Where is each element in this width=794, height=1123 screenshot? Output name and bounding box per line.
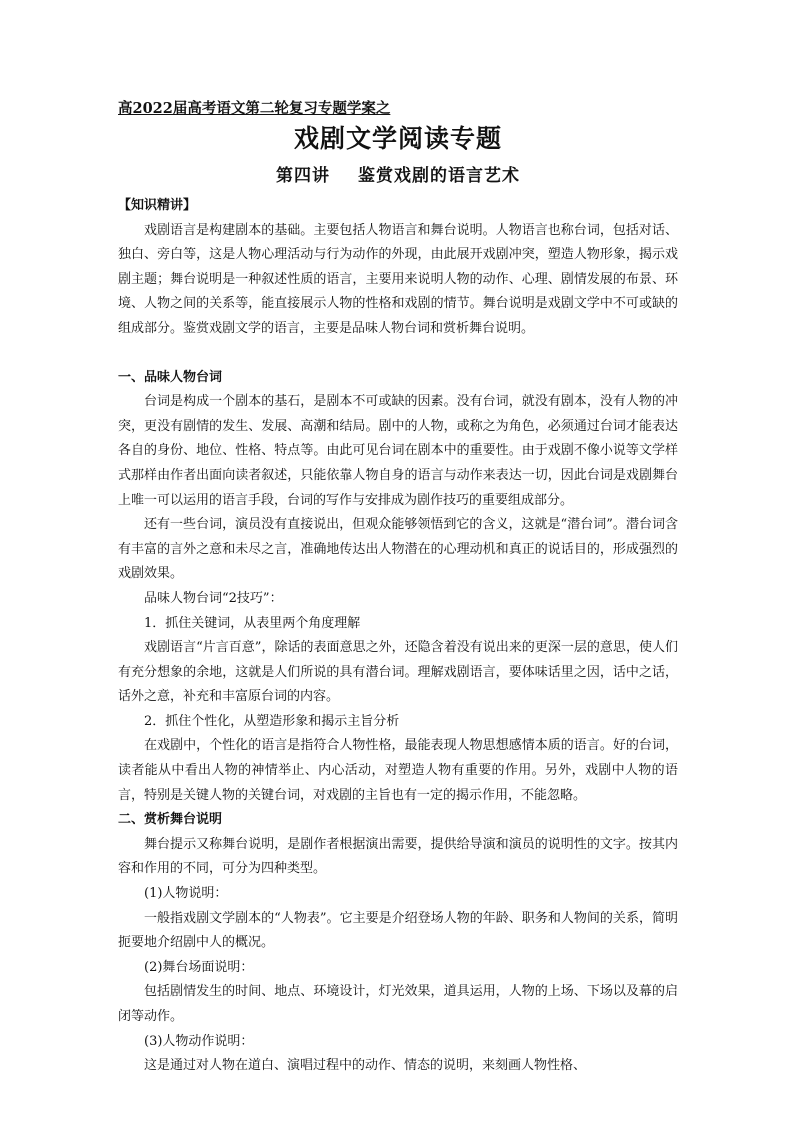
document-page bbox=[118, 98, 678, 1079]
type1-text: 一般指戏剧文学剧本的“人物表”。它主要是介绍登场人物的年龄、职务和人物间的关系，简明扼要地介绍剧中人的概况。 bbox=[118, 910, 678, 951]
section2-heading: 二、赏析舞台说明 bbox=[118, 812, 223, 828]
type2-text: 包括剧情发生的时间、地点、环境设计，灯光效果，道具运用，人物的上场、下场以及幕的启闭等动作。 bbox=[118, 984, 678, 1024]
section1-paragraph-1: 台词是构成一个剧本的基石，是剧本不可或缺的因素。没有台词，就没有剧本，没有人物的冲突，更没有剧情的发生、发展、高潮和结局。剧中的人物，或称之为角色，必须通过台词才能表达各自的身份、地位、性格、特点等。由此可见台词在剧本中的重要性。由于戏剧不像小说等文学样式那样由作者出面向读者叙述，只能依靠人物自身的语言与动作来表达一切，因此台词是戏剧舞台上唯一可以运用的语言手段，台词的写作与安排成为剧作技巧的重要组成部分。 bbox=[118, 394, 678, 508]
tips-title: 品味人物台词“2技巧”： bbox=[144, 590, 283, 606]
tip1-title: 1．抓住关键词，从表里两个角度理解 bbox=[144, 615, 361, 631]
knowledge-heading: 【知识精讲】 bbox=[118, 198, 197, 213]
lecture-number: 第四讲 bbox=[276, 166, 330, 186]
type3-text: 这是通过对人物在道白、演唱过程中的动作、情态的说明，来刻画人物性格、 bbox=[144, 1058, 587, 1074]
section1-paragraph-2: 还有一些台词，演员没有直接说出，但观众能够领悟到它的含义，这就是“潜台词”。潜台词含有丰富的言外之意和未尽之言，准确地传达出人物潜在的心理动机和真正的说话目的，形成强烈的戏剧效果。 bbox=[118, 517, 678, 582]
lecture-name: 鉴赏戏剧的语言艺术 bbox=[358, 166, 520, 186]
knowledge-paragraph: 戏剧语言是构建剧本的基础。主要包括人物语言和舞台说明。人物语言也称台词，包括对话、独白、旁白等，这是人物心理活动与行为动作的外现，由此展开戏剧冲突，塑造人物形象，揭示戏剧主题；舞台说明是一种叙述性质的语言，主要用来说明人物的动作、心理、剧情发展的布景、环境、人物之间的关系等，能直接展示人物的性格和戏剧的情节。舞台说明是戏剧文学中不可或缺的组成部分。鉴赏戏剧文学的语言，主要是品味人物台词和赏析舞台说明。 bbox=[118, 222, 678, 336]
tip1-text: 戏剧语言“片言百意”，除话的表面意思之外，还隐含着没有说出来的更深一层的意思，使人们有充分想象的余地，这就是人们所说的具有潜台词。理解戏剧语言，要体味话里之因，话中之话，话外之意，补充和丰富原台词的内容。 bbox=[118, 640, 678, 705]
lecture-title bbox=[118, 158, 678, 194]
type1-title: (1)人物说明： bbox=[144, 886, 228, 902]
tip2-title: 2．抓住个性化，从塑造形象和揭示主旨分析 bbox=[144, 713, 400, 729]
series-title: 高2022届高考语文第二轮复习专题学案之 bbox=[118, 100, 391, 117]
section2-intro: 舞台提示又称舞台说明，是剧作者根据演出需要，提供给导演和演员的说明性的文字。按其内容和作用的不同，可分为四种类型。 bbox=[118, 836, 678, 877]
blank-line bbox=[118, 342, 678, 366]
main-title: 戏剧文学阅读专题 bbox=[293, 124, 502, 153]
type3-title: (3)人物动作说明： bbox=[144, 1033, 254, 1049]
type2-title: (2)舞台场面说明： bbox=[144, 959, 254, 975]
section1-heading: 一、品味人物台词 bbox=[118, 369, 223, 385]
tip2-text: 在戏剧中，个性化的语言是指符合人物性格，最能表现人物思想感情本质的语言。好的台词，读者能从中看出人物的神情举止、内心活动，对塑造人物有重要的作用。另外，戏剧中人物的语言，特别是关键人物的关键台词，对戏剧的主旨也有一定的揭示作用，不能忽略。 bbox=[118, 738, 678, 803]
